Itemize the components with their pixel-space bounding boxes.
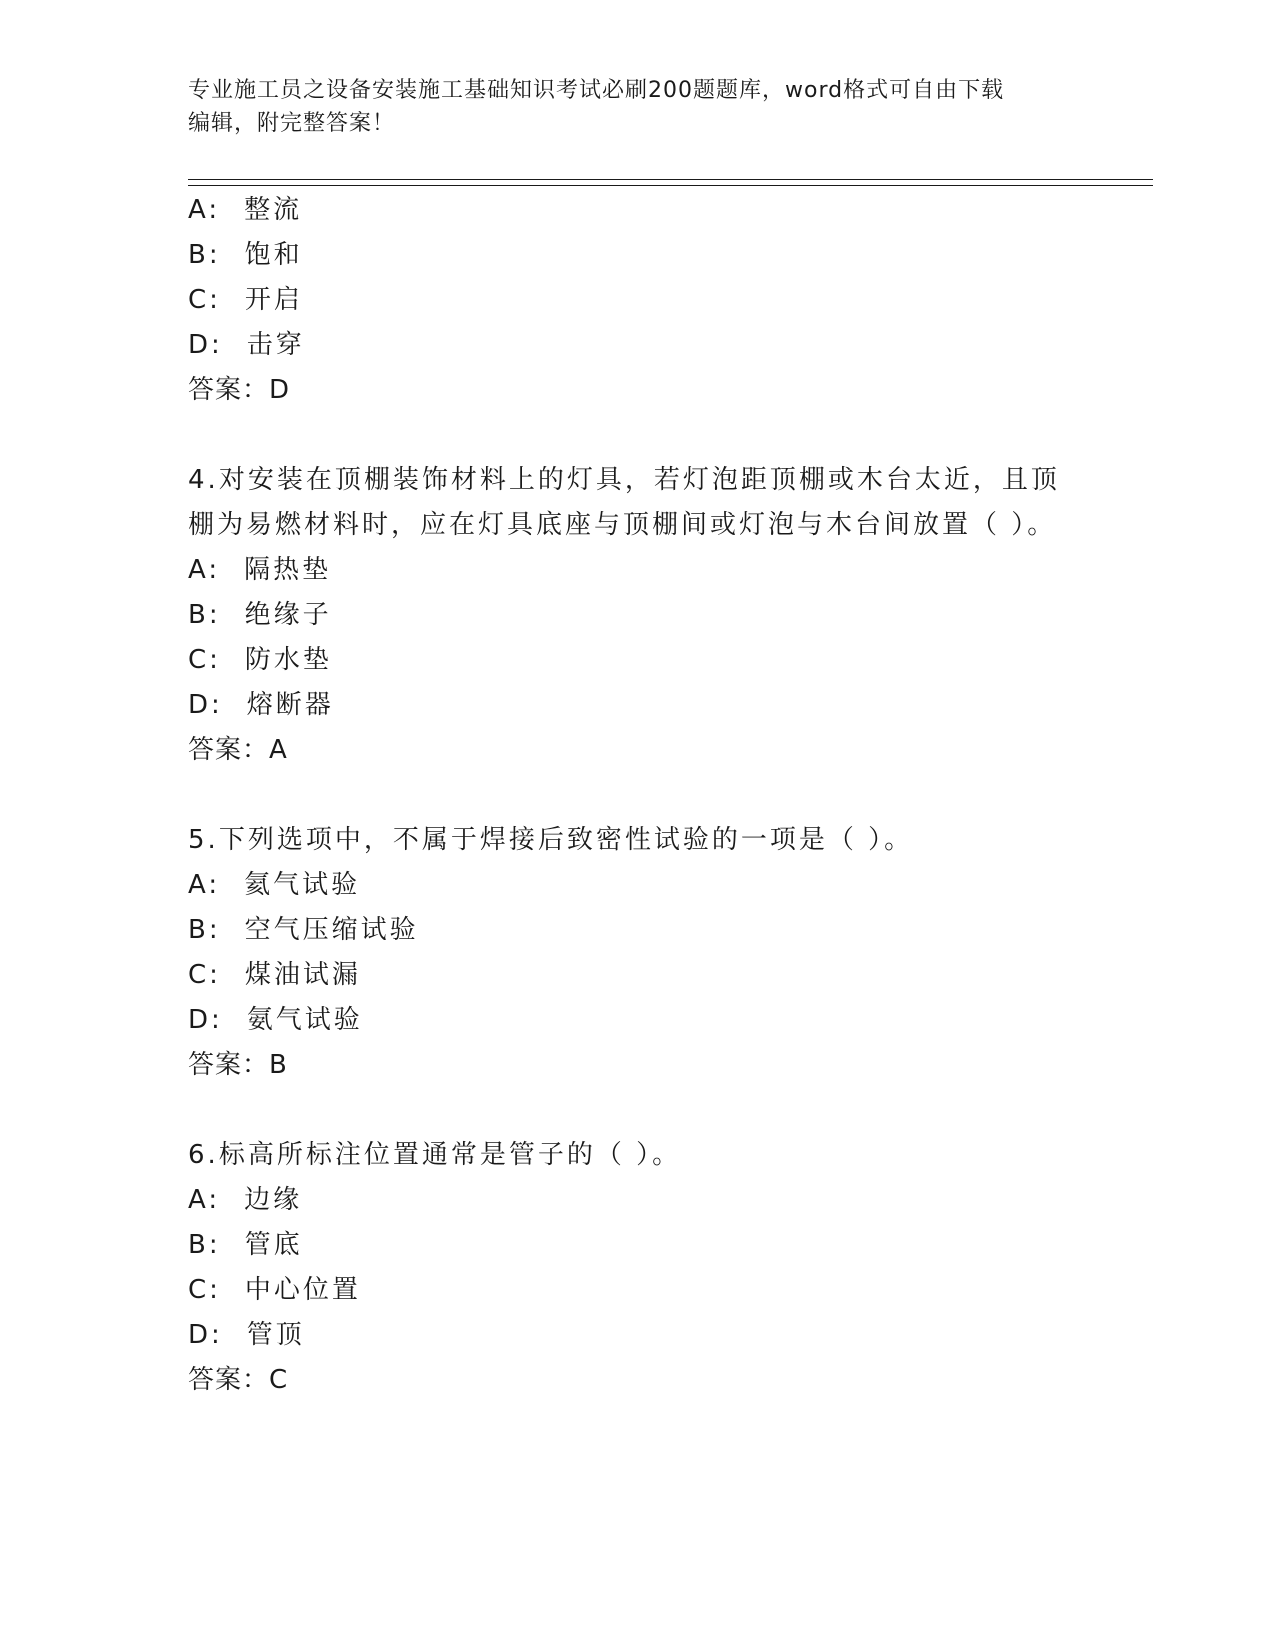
option-q4-d: D: 熔断器 — [188, 690, 334, 720]
header-line-1: 专业施工员之设备安装施工基础知识考试必刷200题题库，word格式可自由下载 — [188, 78, 1005, 103]
header-line-2: 编辑，附完整答案！ — [188, 111, 396, 136]
option-q5-a: A: 氦气试验 — [188, 870, 361, 900]
question-4-stem-line-2: 棚为易燃材料时，应在灯具底座与顶棚间或灯泡与木台间放置（ ）。 — [188, 510, 1057, 540]
option-q5-b: B: 空气压缩试验 — [188, 915, 419, 945]
question-number: 4. — [188, 465, 219, 495]
answer-value: B — [269, 1050, 290, 1080]
answer-value: C — [269, 1365, 291, 1395]
answer-q6: 答案：C — [188, 1365, 291, 1395]
question-number: 5. — [188, 825, 219, 855]
option-q4-c: C: 防水垫 — [188, 645, 332, 675]
option-q6-b: B: 管底 — [188, 1230, 303, 1260]
question-number: 6. — [188, 1140, 219, 1170]
question-6-stem-line-1: 6.标高所标注位置通常是管子的（ ）。 — [188, 1140, 682, 1170]
option-q5-d: D: 氨气试验 — [188, 1005, 363, 1035]
answer-q5: 答案：B — [188, 1050, 290, 1080]
option-q3-d: D: 击穿 — [188, 330, 305, 360]
option-q6-d: D: 管顶 — [188, 1320, 305, 1350]
answer-q4: 答案：A — [188, 735, 290, 765]
option-q6-a: A: 边缘 — [188, 1185, 303, 1215]
header-divider-top — [188, 179, 1153, 180]
option-q3-b: B: 饱和 — [188, 240, 303, 270]
option-q6-c: C: 中心位置 — [188, 1275, 361, 1305]
question-4-stem-line-1: 4.对安装在顶棚装饰材料上的灯具，若灯泡距顶棚或木台太近，且顶 — [188, 465, 1060, 495]
option-q5-c: C: 煤油试漏 — [188, 960, 361, 990]
option-q4-b: B: 绝缘子 — [188, 600, 332, 630]
option-q3-c: C: 开启 — [188, 285, 303, 315]
answer-value: D — [269, 375, 293, 405]
header-divider-bottom — [188, 185, 1153, 186]
answer-q3: 答案：D — [188, 375, 293, 405]
option-q4-a: A: 隔热垫 — [188, 555, 332, 585]
option-q3-a: A: 整流 — [188, 195, 303, 225]
document-header — [188, 74, 1088, 140]
question-5-stem-line-1: 5.下列选项中，不属于焊接后致密性试验的一项是（ ）。 — [188, 825, 914, 855]
answer-value: A — [269, 735, 290, 765]
